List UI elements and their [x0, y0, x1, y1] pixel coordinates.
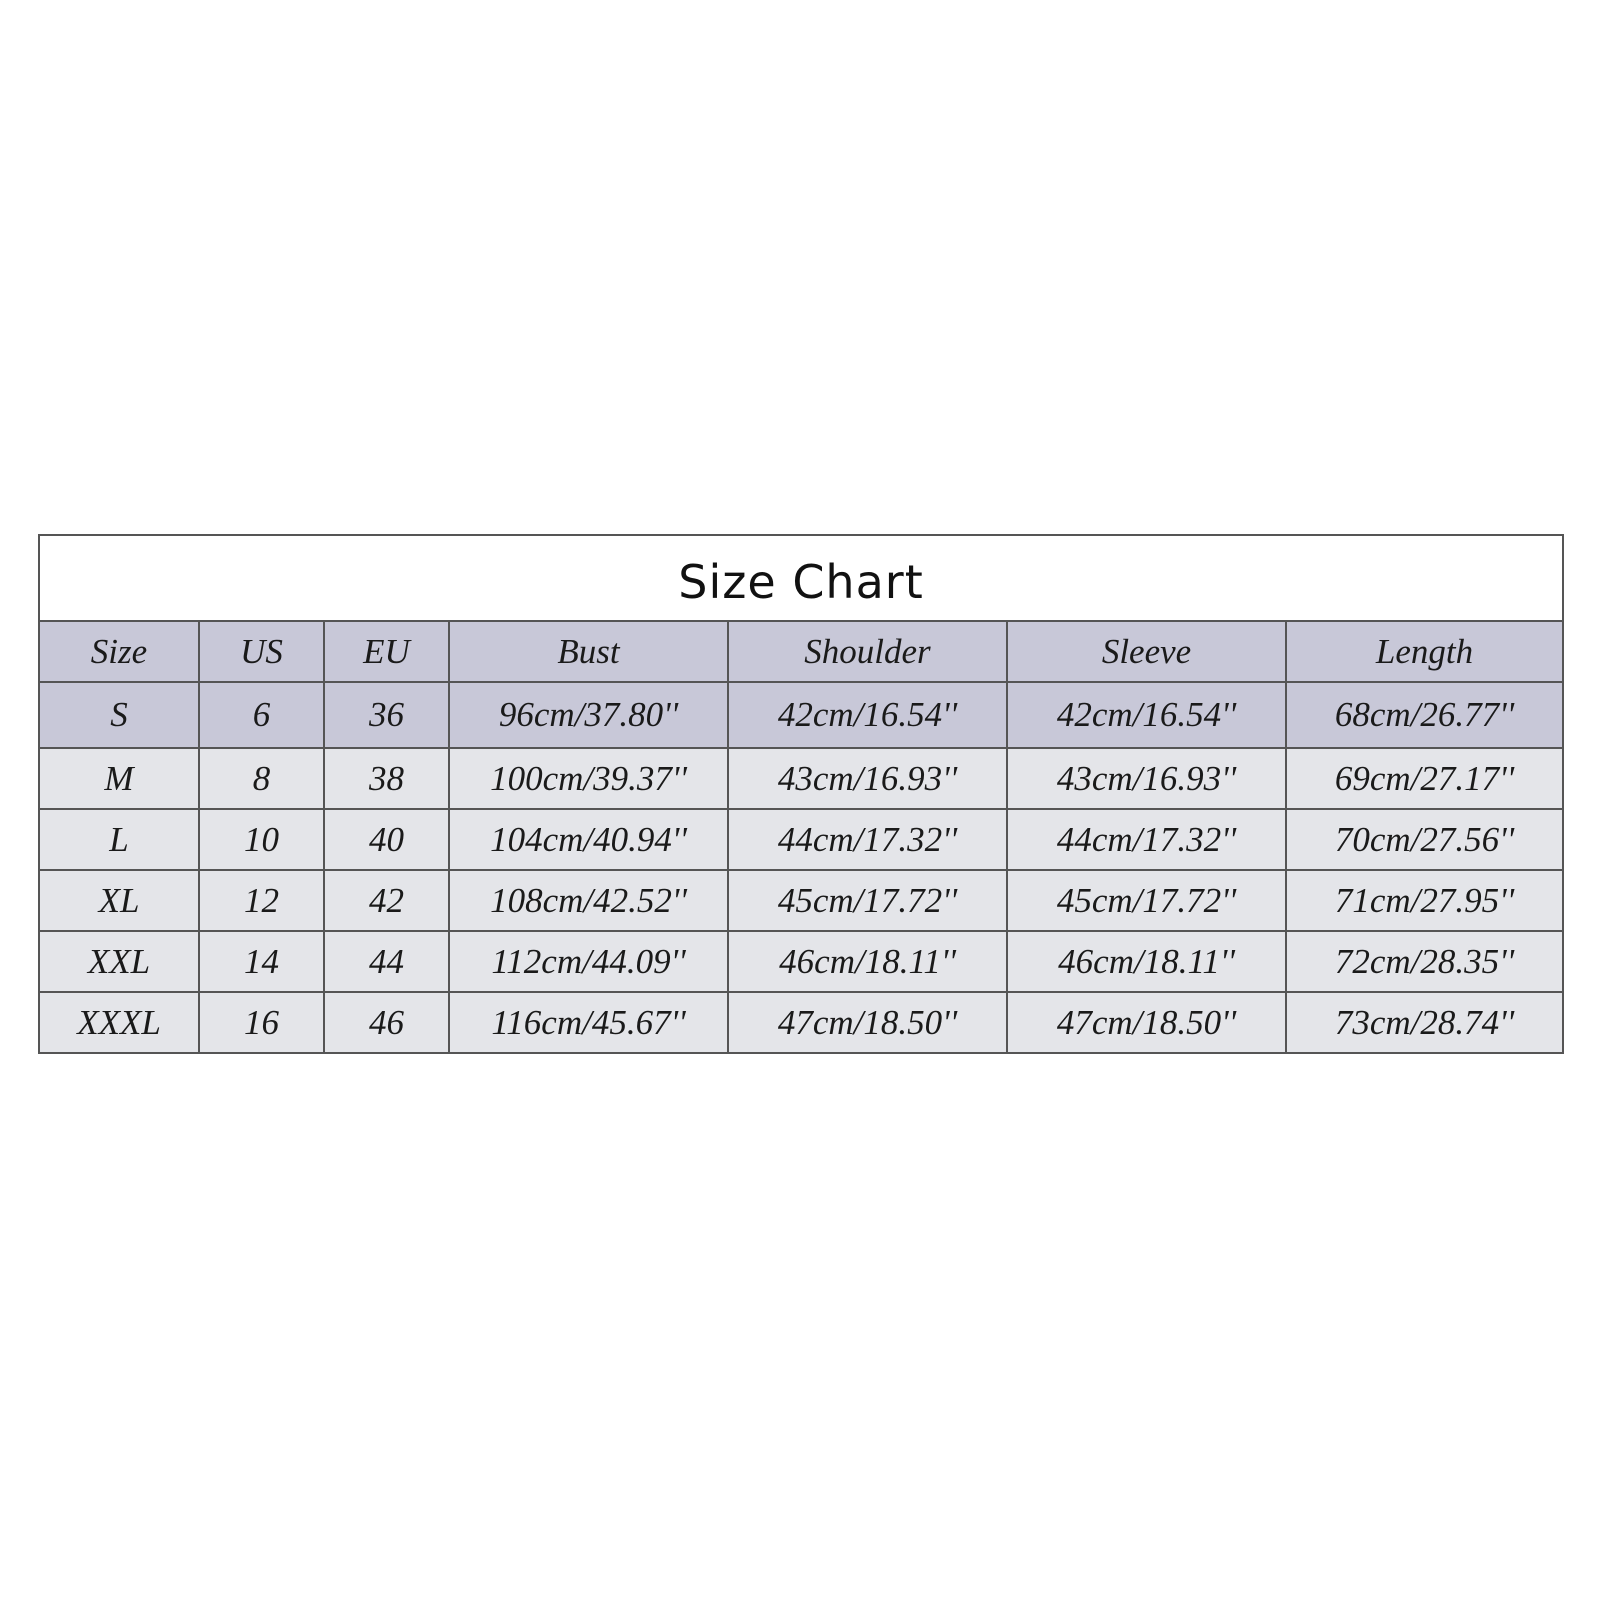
cell-length: 71cm/27.95'': [1286, 870, 1562, 931]
header-row: [40, 622, 1562, 682]
cell-shoulder: 45cm/17.72'': [728, 870, 1007, 931]
cell-bust: 104cm/40.94'': [449, 809, 728, 870]
cell-bust: 108cm/42.52'': [449, 870, 728, 931]
cell-us: 8: [199, 748, 324, 809]
cell-shoulder: 43cm/16.93'': [728, 748, 1007, 809]
cell-sleeve: 44cm/17.32'': [1007, 809, 1286, 870]
table-row: [40, 870, 1562, 931]
cell-shoulder: 47cm/18.50'': [728, 992, 1007, 1052]
cell-length: 70cm/27.56'': [1286, 809, 1562, 870]
cell-length: 72cm/28.35'': [1286, 931, 1562, 992]
cell-us: 12: [199, 870, 324, 931]
header-shoulder: Shoulder: [728, 622, 1007, 682]
cell-size: L: [40, 809, 199, 870]
cell-eu: 44: [324, 931, 449, 992]
cell-bust: 116cm/45.67'': [449, 992, 728, 1052]
cell-us: 16: [199, 992, 324, 1052]
cell-eu: 46: [324, 992, 449, 1052]
cell-size: XXXL: [40, 992, 199, 1052]
cell-shoulder: 46cm/18.11'': [728, 931, 1007, 992]
cell-us: 6: [199, 682, 324, 748]
cell-shoulder: 44cm/17.32'': [728, 809, 1007, 870]
cell-sleeve: 47cm/18.50'': [1007, 992, 1286, 1052]
table-row: [40, 931, 1562, 992]
table-row: [40, 748, 1562, 809]
cell-sleeve: 46cm/18.11'': [1007, 931, 1286, 992]
cell-eu: 36: [324, 682, 449, 748]
table-row: [40, 809, 1562, 870]
cell-bust: 100cm/39.37'': [449, 748, 728, 809]
cell-eu: 40: [324, 809, 449, 870]
header-us: US: [199, 622, 324, 682]
header-sleeve: Sleeve: [1007, 622, 1286, 682]
cell-sleeve: 45cm/17.72'': [1007, 870, 1286, 931]
cell-us: 10: [199, 809, 324, 870]
header-bust: Bust: [449, 622, 728, 682]
header-size: Size: [40, 622, 199, 682]
cell-sleeve: 43cm/16.93'': [1007, 748, 1286, 809]
cell-length: 69cm/27.17'': [1286, 748, 1562, 809]
cell-size: XXL: [40, 931, 199, 992]
header-length: Length: [1286, 622, 1562, 682]
table-row: [40, 992, 1562, 1052]
size-table: [40, 622, 1562, 1052]
cell-length: 73cm/28.74'': [1286, 992, 1562, 1052]
cell-bust: 112cm/44.09'': [449, 931, 728, 992]
cell-size: M: [40, 748, 199, 809]
cell-us: 14: [199, 931, 324, 992]
header-eu: EU: [324, 622, 449, 682]
cell-size: XL: [40, 870, 199, 931]
cell-length: 68cm/26.77'': [1286, 682, 1562, 748]
cell-shoulder: 42cm/16.54'': [728, 682, 1007, 748]
cell-bust: 96cm/37.80'': [449, 682, 728, 748]
chart-title: Size Chart: [40, 536, 1562, 622]
size-chart: [38, 534, 1564, 1054]
cell-size: S: [40, 682, 199, 748]
table-row: [40, 682, 1562, 748]
cell-sleeve: 42cm/16.54'': [1007, 682, 1286, 748]
cell-eu: 42: [324, 870, 449, 931]
cell-eu: 38: [324, 748, 449, 809]
